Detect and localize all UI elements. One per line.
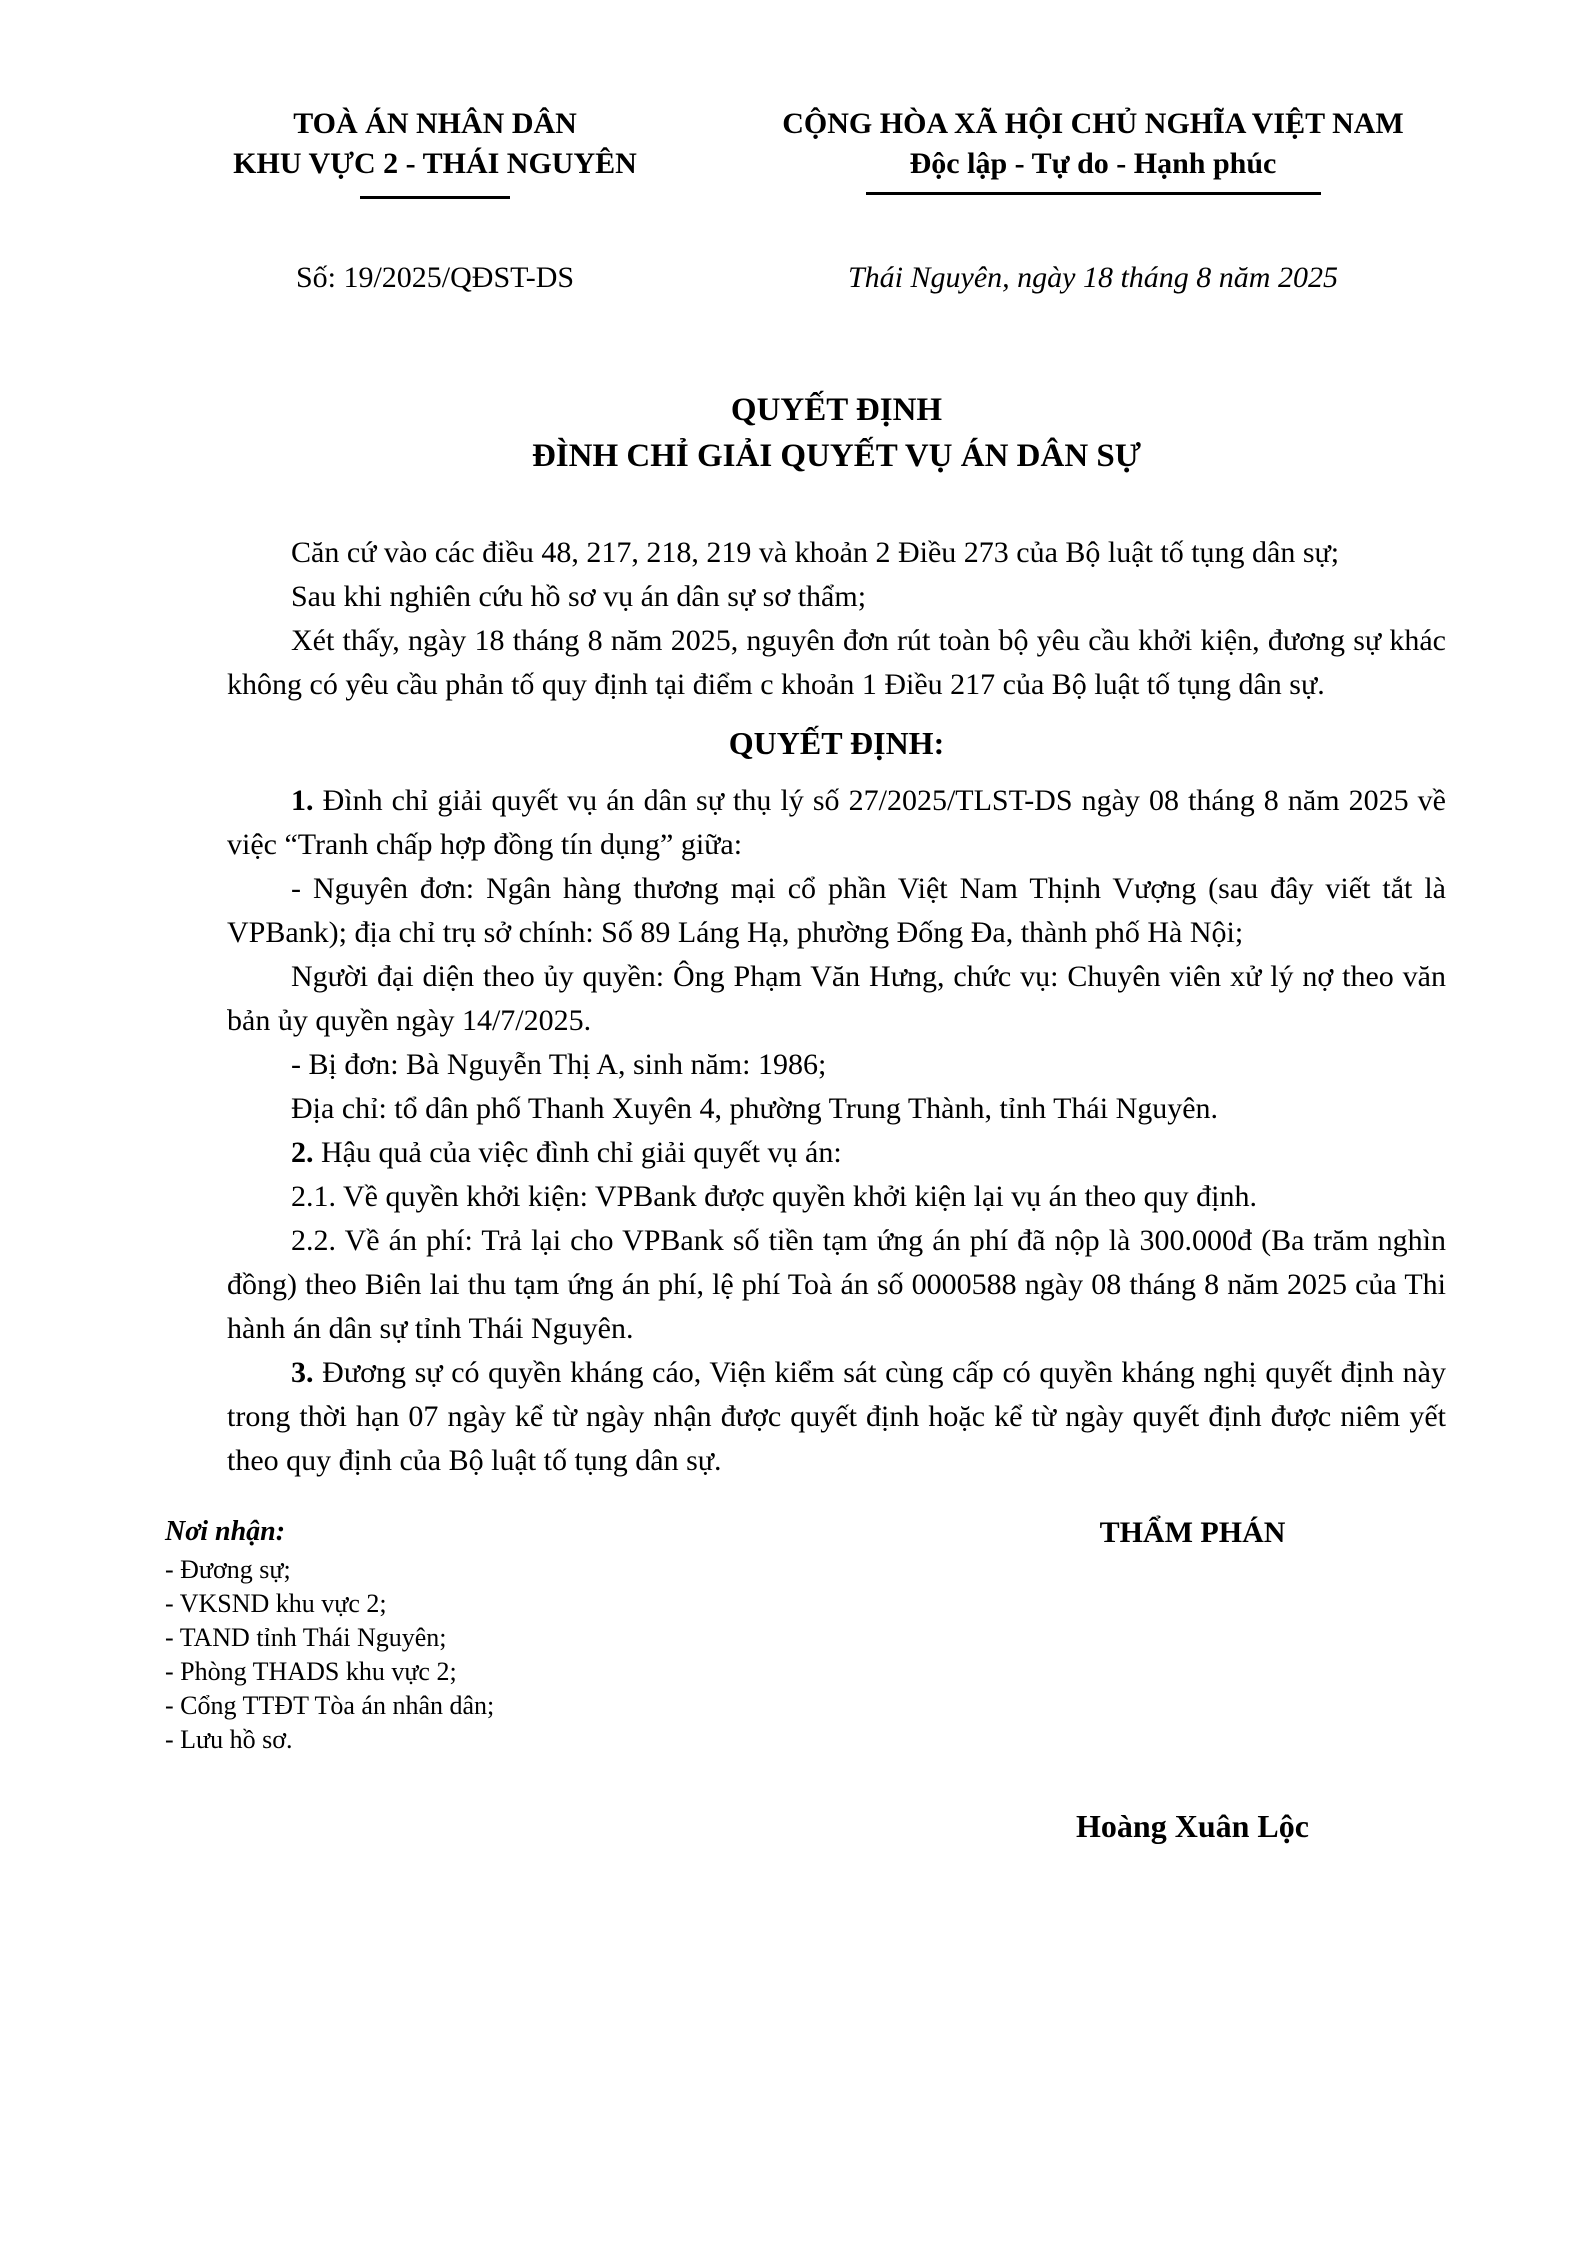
article-text: 2.1. Về quyền khởi kiện: VPBank được quyền khởi kiện lại vụ án theo quy định. (291, 1180, 1257, 1213)
national-name-line: CỘNG HÒA XÃ HỘI CHỦ NGHĨA VIỆT NAM (782, 107, 1404, 140)
title-line1: QUYẾT ĐỊNH (730, 392, 943, 428)
article-text: Đình chỉ giải quyết vụ án dân sự thụ lý số 27/2025/TLST-DS ngày 08 tháng 8 năm 2025 về việc “Tranh chấp hợp đồng tín dụng” giữa: (227, 784, 1446, 861)
document-header (0, 0, 1586, 199)
article-text: Người đại diện theo ủy quyền: Ông Phạm Văn Hưng, chức vụ: Chuyên viên xử lý nợ theo văn bản ủy quyền ngày 14/7/2025. (227, 960, 1446, 1037)
court-name-block (150, 104, 720, 199)
preamble-paragraph: Xét thấy, ngày 18 tháng 8 năm 2025, nguyên đơn rút toàn bộ yêu cầu khởi kiện, đương sự khác không có yêu cầu phản tố quy định tại điểm c khoản 1 Điều 217 của Bộ luật tố tụng dân sự. (227, 624, 1446, 701)
national-motto-rule (866, 192, 1321, 195)
recipient-item: - Đương sự; (165, 1555, 291, 1584)
number-date-row (0, 199, 1586, 295)
article-paragraph (227, 1219, 1446, 1351)
document-title (227, 387, 1446, 479)
article-paragraph (227, 867, 1446, 955)
article-paragraph (227, 1131, 1446, 1175)
recipient-item: - TAND tỉnh Thái Nguyên; (165, 1623, 447, 1652)
document-body (227, 531, 1446, 1483)
article-text: - Nguyên đơn: Ngân hàng thương mại cổ phần Việt Nam Thịnh Vượng (sau đây viết tắt là VPBank); địa chỉ trụ sở chính: Số 89 Láng Hạ, phường Đống Đa, thành phố Hà Nội; (227, 872, 1446, 949)
place-date-line: Thái Nguyên, ngày 18 tháng 8 năm 2025 (848, 261, 1338, 294)
document-number: Số: 19/2025/QĐST-DS (295, 261, 575, 294)
court-name-rule (360, 196, 510, 199)
article-text: Hậu quả của việc đình chỉ giải quyết vụ án: (313, 1136, 842, 1169)
article-number: 2. (291, 1136, 314, 1169)
article-paragraph (227, 1351, 1446, 1483)
article-paragraph (227, 1043, 1446, 1087)
article-text: Địa chỉ: tổ dân phố Thanh Xuyên 4, phường Trung Thành, tỉnh Thái Nguyên. (291, 1092, 1219, 1125)
article-text: Đương sự có quyền kháng cáo, Viện kiểm sát cùng cấp có quyền kháng nghị quyết định này trong thời hạn 07 ngày kể từ ngày nhận được quyết định hoặc kể từ ngày quyết định được niêm yết theo quy định của Bộ luật tố tụng dân sự. (227, 1356, 1446, 1477)
preamble-paragraph: Sau khi nghiên cứu hồ sơ vụ án dân sự sơ thẩm; (291, 580, 867, 613)
judge-title: THẨM PHÁN (1099, 1516, 1286, 1549)
decision-heading: QUYẾT ĐỊNH: (728, 725, 945, 761)
article-text: - Bị đơn: Bà Nguyễn Thị A, sinh năm: 1986; (291, 1048, 827, 1081)
court-name-line2: KHU VỰC 2 - THÁI NGUYÊN (233, 147, 637, 180)
article-text: 2.2. Về án phí: Trả lại cho VPBank số tiền tạm ứng án phí đã nộp là 300.000đ (Ba trăm nghìn đồng) theo Biên lai thu tạm ứng án phí, lệ phí Toà án số 0000588 ngày 08 tháng 8 năm 2025 của Thi hành án dân sự tỉnh Thái Nguyên. (227, 1224, 1446, 1345)
recipient-item: - Cổng TTĐT Tòa án nhân dân; (165, 1691, 495, 1720)
recipient-item: - Lưu hồ sơ. (165, 1725, 293, 1754)
recipients-list (165, 1553, 785, 1757)
signature-block (935, 1513, 1450, 1847)
article-number: 3. (291, 1356, 314, 1389)
article-paragraph (227, 1087, 1446, 1131)
recipient-item: - VKSND khu vực 2; (165, 1589, 387, 1618)
article-paragraph (227, 779, 1446, 867)
national-motto-line: Độc lập - Tự do - Hạnh phúc (909, 147, 1277, 180)
recipients-block (165, 1513, 785, 1757)
document-footer (0, 1513, 1586, 1933)
title-line2: ĐÌNH CHỈ GIẢI QUYẾT VỤ ÁN DÂN SỰ (531, 438, 1142, 474)
national-header-block (720, 104, 1466, 199)
recipient-item: - Phòng THADS khu vực 2; (165, 1657, 457, 1686)
judge-name: Hoàng Xuân Lộc (1076, 1808, 1309, 1844)
recipients-label: Nơi nhận: (165, 1516, 286, 1547)
article-paragraph (227, 955, 1446, 1043)
preamble-paragraph: Căn cứ vào các điều 48, 217, 218, 219 và khoản 2 Điều 273 của Bộ luật tố tụng dân sự; (291, 536, 1340, 569)
article-paragraph (227, 1175, 1446, 1219)
court-name-line1: TOÀ ÁN NHÂN DÂN (293, 107, 577, 140)
article-number: 1. (291, 784, 314, 817)
